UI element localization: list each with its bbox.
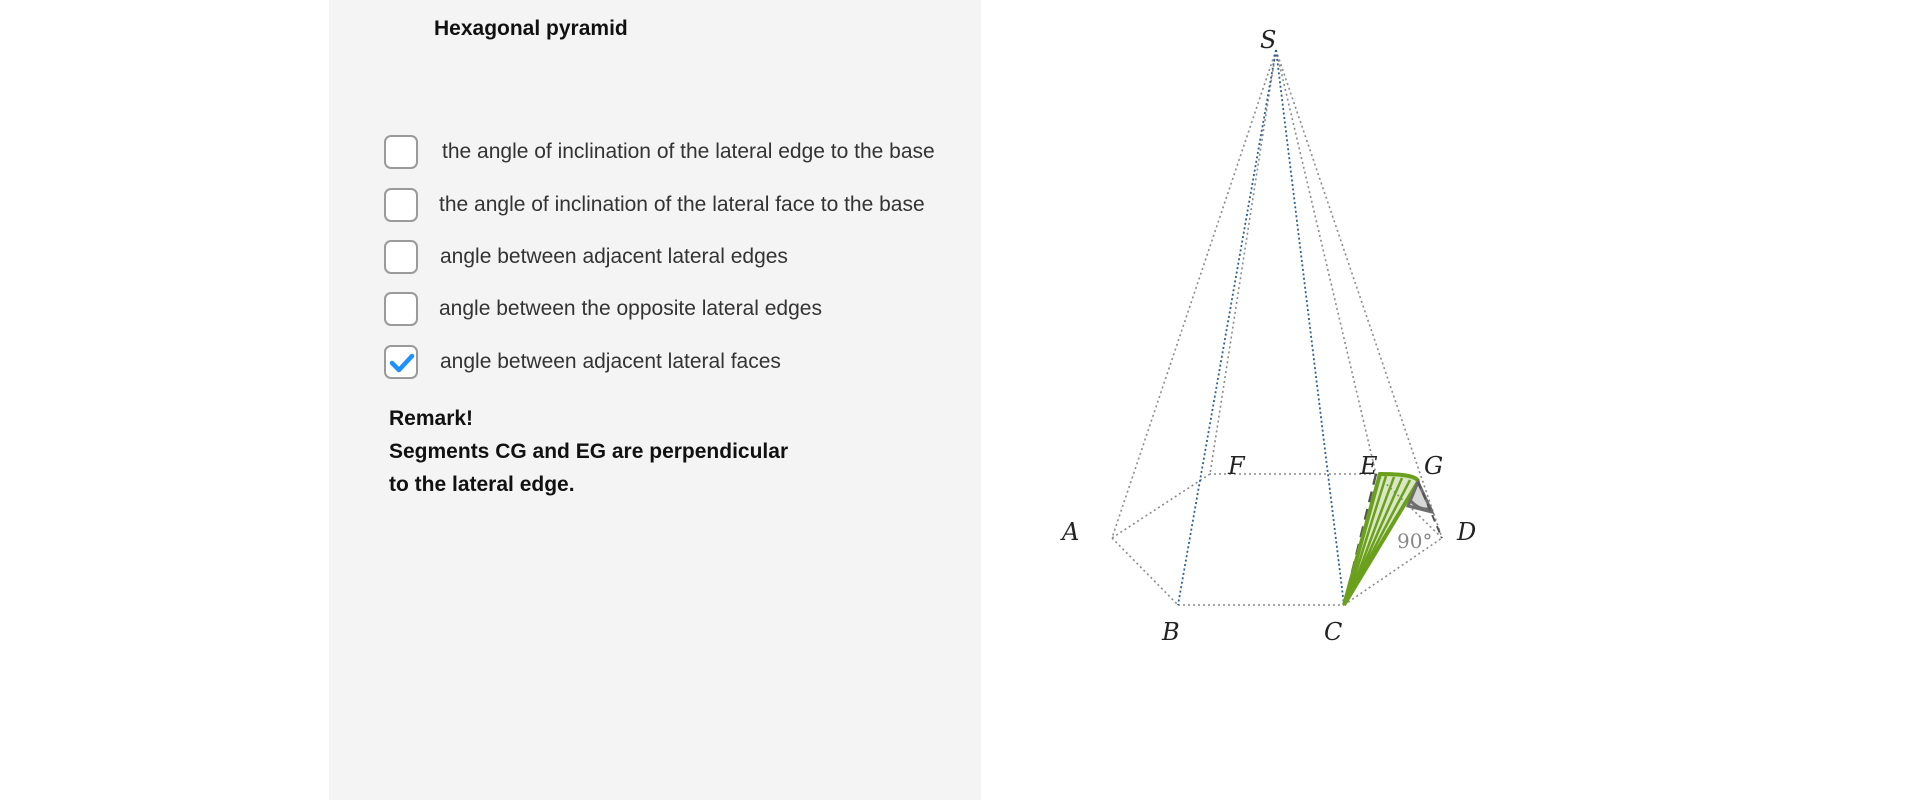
vertex-label-g: G	[1424, 452, 1444, 480]
vertex-label-f: F	[1228, 452, 1245, 480]
lateral-edge-sf	[1210, 50, 1276, 474]
vertex-label-b: B	[1162, 618, 1180, 646]
lateral-edge-sa	[1112, 50, 1276, 538]
vertex-label-s: S	[1260, 26, 1277, 54]
option-label: the angle of inclination of the lateral face to the base	[439, 193, 925, 216]
option-label: the angle of inclination of the lateral edge to the base	[442, 140, 935, 163]
panel-title: Hexagonal pyramid	[434, 17, 628, 40]
option-label: angle between adjacent lateral edges	[440, 245, 788, 268]
base-edge-ab	[1112, 538, 1178, 605]
vertex-label-a: A	[1062, 518, 1080, 546]
lateral-edge-sb	[1178, 50, 1276, 605]
base-edge-fa	[1112, 474, 1210, 538]
vertex-label-d: D	[1457, 518, 1477, 546]
angle-label: 90°	[1397, 529, 1433, 553]
remark-line: Segments CG and EG are perpendicular	[389, 440, 789, 463]
lateral-edge-se	[1276, 50, 1376, 474]
lateral-edge-sc	[1276, 50, 1344, 605]
vertex-label-c: C	[1324, 618, 1343, 646]
option-label: angle between adjacent lateral faces	[440, 350, 781, 373]
remark-heading: Remark!	[389, 407, 474, 430]
lateral-edge-sd	[1276, 50, 1442, 538]
vertex-label-e: E	[1360, 452, 1378, 480]
option-label: angle between the opposite lateral edges	[439, 297, 822, 320]
remark-line: to the lateral edge.	[389, 473, 575, 496]
